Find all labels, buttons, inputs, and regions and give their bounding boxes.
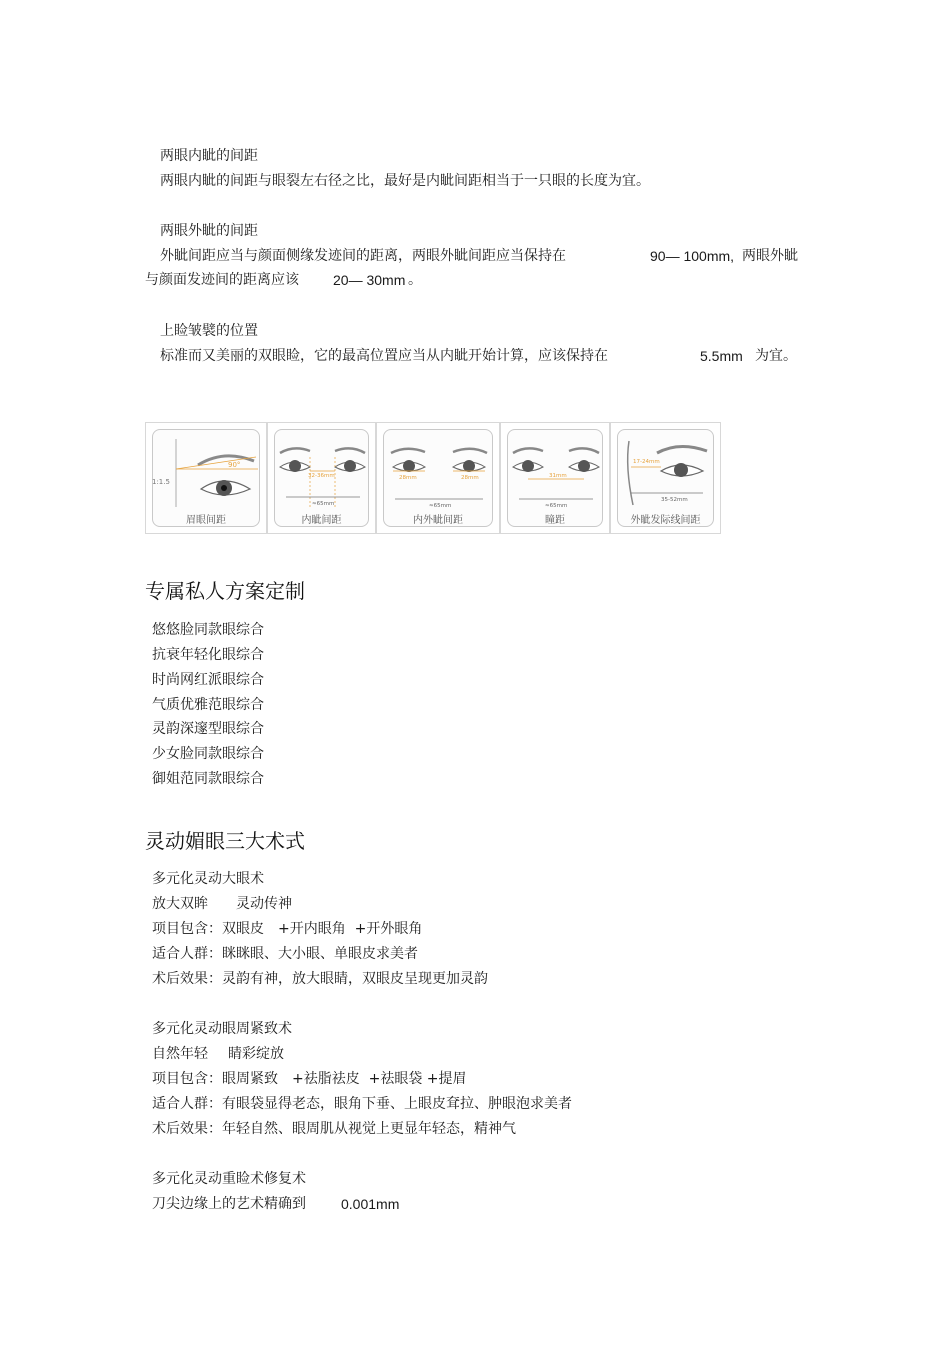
technique-2-slogan-b: 睛彩绽放: [228, 1046, 284, 1062]
figure-panel-outer-canthus-hairline: [610, 422, 721, 534]
section-body-eyelid-fold-a: 标准而又美丽的双眼睑，它的最高位置应当从内眦开始计算，应该保持在: [160, 348, 608, 364]
pupil-distance-diagram: [501, 427, 610, 517]
figure-panel-inner-canthus: [267, 422, 376, 534]
figure-caption-brow-eye: 眉眼间距: [186, 515, 226, 526]
plan-item: 时尚网红派眼综合: [152, 672, 264, 688]
technique-1-effect: 术后效果：灵韵有神，放大眼睛，双眼皮呈现更加灵韵: [152, 971, 488, 987]
figure-caption-inner-outer-canthus: 内外眦间距: [413, 515, 463, 526]
technique-3-slogan-a: 刀尖边缘上的艺术精确到: [152, 1196, 306, 1212]
technique-1-slogan-b: 灵动传神: [236, 896, 292, 912]
section-body-outer-canthus-2a: 与颜面发迹间的距离应该: [145, 272, 299, 288]
plan-item: 抗衰年轻化眼综合: [152, 647, 264, 663]
figure-caption-outer-canthus-hairline: 外眦发际线间距: [630, 515, 701, 526]
section-title-outer-canthus: 两眼外眦的间距: [160, 223, 258, 239]
technique-2-slogan-a: 自然年轻: [152, 1046, 208, 1062]
left-eye-width-label: 28mm: [399, 475, 417, 481]
technique-1-name: 多元化灵动大眼术: [152, 871, 264, 887]
technique-1-slogan-a: 放大双眸: [152, 896, 208, 912]
figure-caption-inner-canthus: 内眦间距: [301, 515, 342, 526]
figure-panel-brow-eye: [145, 422, 267, 534]
technique-1-audience: 适合人群：眯眯眼、大小眼、单眼皮求美者: [152, 946, 418, 962]
outer-canthus-hairline-diagram: [611, 427, 721, 517]
technique-2-name: 多元化灵动眼周紧致术: [152, 1021, 292, 1037]
technique-2-effect: 术后效果：年轻自然、眼周肌从视觉上更显年轻态，精神气: [152, 1121, 516, 1137]
brow-eye-diagram: [146, 427, 267, 517]
eye-proportion-figure: [145, 422, 721, 536]
inner-canthus-diagram: [268, 427, 376, 517]
section-body-outer-canthus-2b: 20— 30mm: [333, 272, 406, 288]
angle-label: 90°: [228, 461, 241, 469]
plan-item: 气质优雅范眼综合: [152, 697, 264, 713]
section-title-inner-canthus: 两眼内眦的间距: [160, 148, 258, 164]
technique-1-includes: 项目包含：双眼皮 +开内眼角 +开外眼角: [152, 921, 423, 937]
figure-panel-pupil-distance: [500, 422, 610, 534]
pupil-distance-label: ≈65mm: [429, 503, 452, 509]
pupil-distance-label: ≈65mm: [545, 503, 568, 509]
technique-3-name: 多元化灵动重睑术修复术: [152, 1171, 306, 1187]
technique-2-includes: 项目包含：眼周紧致 +祛脂祛皮 +祛眼袋 +提眉: [152, 1071, 467, 1087]
techniques-heading: 灵动媚眼三大术式: [145, 829, 305, 853]
inner-canthus-label: 32-36mm: [308, 473, 335, 479]
temple-distance-label: 35-52mm: [661, 497, 688, 503]
section-body-outer-canthus-2c: 。: [408, 272, 422, 288]
figure-caption-pupil-distance: 瞳距: [545, 515, 565, 526]
technique-2-audience: 适合人群：有眼袋显得老态，眼角下垂、上眼皮耷拉、肿眼泡求美者: [152, 1096, 572, 1112]
section-title-eyelid-fold: 上睑皱襞的位置: [160, 323, 258, 339]
figure-panel-inner-outer-canthus: [376, 422, 500, 534]
pupil-distance-label: ≈65mm: [312, 501, 335, 507]
section-body-outer-canthus-1b: 90— 100mm,: [650, 248, 735, 264]
technique-3-slogan-b: 0.001mm: [341, 1196, 400, 1212]
plan-item: 少女脸同款眼综合: [152, 746, 264, 762]
right-eye-width-label: 28mm: [461, 475, 479, 481]
ratio-label: 1:1.5: [152, 478, 170, 486]
pupil-value-label: 31mm: [549, 473, 567, 479]
plan-item: 御姐范同款眼综合: [152, 771, 264, 787]
section-body-outer-canthus-1a: 外眦间距应当与颜面侧缘发迹间的距离，两眼外眦间距应当保持在: [160, 248, 566, 264]
section-body-eyelid-fold-b: 5.5mm: [700, 348, 743, 364]
section-body-outer-canthus-1c: 两眼外眦: [742, 248, 798, 264]
plan-item: 灵韵深邃型眼综合: [152, 721, 264, 737]
private-plan-heading: 专属私人方案定制: [145, 579, 305, 603]
section-body-inner-canthus: 两眼内眦的间距与眼裂左右径之比，最好是内眦间距相当于一只眼的长度为宜。: [160, 173, 650, 189]
hairline-distance-label: 17-24mm: [633, 459, 660, 465]
inner-outer-canthus-diagram: [377, 427, 500, 517]
plan-item: 悠悠脸同款眼综合: [152, 622, 264, 638]
section-body-eyelid-fold-c: 为宜。: [755, 348, 797, 364]
